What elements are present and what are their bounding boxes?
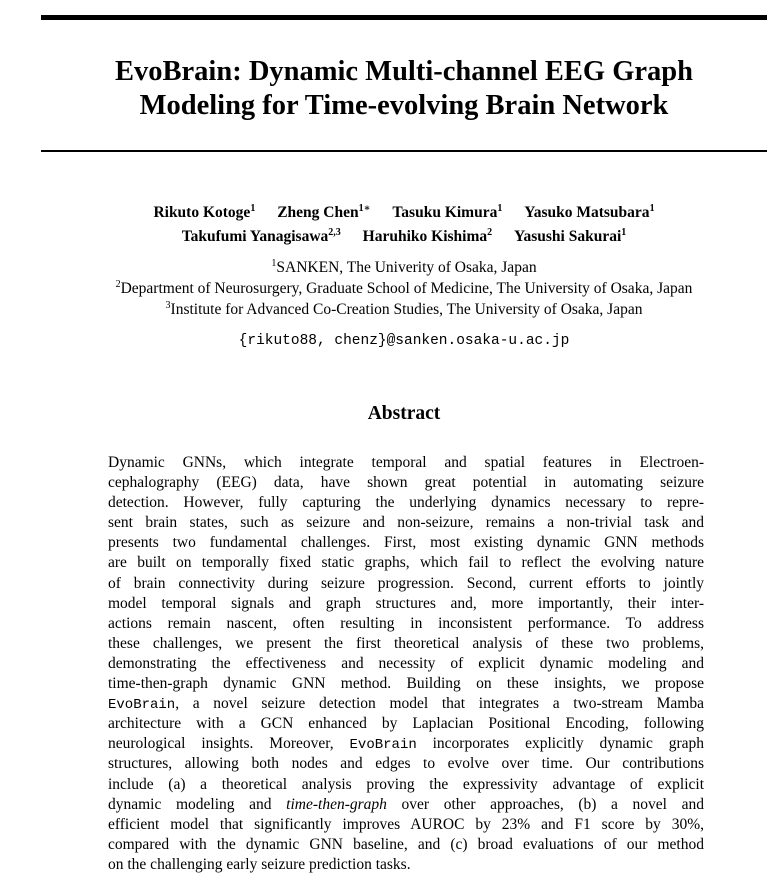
author: Tasuku Kimura$^1$ bbox=[392, 203, 503, 221]
author: Takufumi Yanagisawa$^{2,3}$ bbox=[181, 227, 341, 245]
author: Yasushi Sakurai$^1$ bbox=[514, 227, 627, 245]
author: Yasuko Matsubara$^1$ bbox=[524, 203, 655, 221]
abstract-line: these challenges, we present the first theoretical analysis of these two problems, bbox=[108, 634, 704, 652]
model-name-code: EvoBrain bbox=[349, 737, 417, 754]
title-line-2: Modeling for Time-evolving Brain Network bbox=[139, 90, 669, 121]
abstract-line: actions remain nascent, often resulting in inconsistent performance. To address bbox=[108, 614, 704, 632]
abstract-line: presents two fundamental challenges. First, most existing dynamic GNN methods bbox=[108, 534, 704, 552]
author-line-2 bbox=[41, 225, 767, 249]
affiliation: $^1$SANKEN, The Univerity of Osaka, Japan bbox=[271, 258, 537, 276]
abstract-line: demonstrating the effectiveness and necessity of explicit dynamic modeling and bbox=[108, 654, 704, 672]
paper-title bbox=[41, 55, 767, 123]
abstract-line: structures, allowing both nodes and edges to evolve over time. Our contributions bbox=[108, 755, 704, 773]
author-list bbox=[41, 201, 767, 249]
affiliation-list bbox=[41, 257, 767, 320]
abstract-line: on the challenging early seizure prediction tasks. bbox=[108, 855, 411, 873]
abstract-line: architecture with a GCN enhanced by Laplacian Positional Encoding, following bbox=[108, 715, 704, 733]
abstract-line: time-then-graph dynamic GNN method. Building on these insights, we propose bbox=[108, 675, 704, 693]
author-line-1 bbox=[41, 201, 767, 225]
abstract-body bbox=[108, 453, 704, 875]
model-name-code: EvoBrain bbox=[108, 697, 176, 714]
emphasis: time-then-graph bbox=[286, 795, 387, 813]
abstract-line: cephalography (EEG) data, have shown great potential in automating seizure bbox=[108, 474, 704, 492]
title-bottom-rule bbox=[41, 150, 767, 152]
affiliation: $^2$Department of Neurosurgery, Graduate School of Medicine, The University of Osaka, Japan bbox=[115, 279, 693, 297]
top-rule bbox=[41, 15, 767, 20]
abstract-line: EvoBrain, a novel seizure detection model that integrates a two-stream Mamba bbox=[108, 695, 704, 714]
abstract-line: Dynamic GNNs, which integrate temporal and spatial features in Electroen- bbox=[108, 454, 704, 471]
abstract-line: efficient model that significantly improves AUROC by 23% and F1 score by 30%, bbox=[108, 815, 704, 833]
abstract-line: compared with the dynamic GNN baseline, and (c) broad evaluations of our method bbox=[108, 835, 704, 853]
author: Zheng Chen$^{1∗}$ bbox=[277, 203, 371, 221]
author: Rikuto Kotoge$^1$ bbox=[153, 203, 256, 221]
abstract-line: of brain connectivity during seizure progression. Second, current efforts to jointly bbox=[108, 574, 704, 592]
abstract-line: sent brain states, such as seizure and non-seizure, remains a non-trivial task and bbox=[108, 514, 704, 532]
abstract-heading: Abstract bbox=[367, 403, 441, 424]
abstract-line: model temporal signals and graph structures and, more importantly, their inter- bbox=[108, 594, 704, 612]
abstract-line: include (a) a theoretical analysis proving the expressivity advantage of explicit bbox=[108, 775, 704, 793]
abstract-line: are built on temporally fixed static graphs, which fail to reflect the evolving nature bbox=[108, 554, 704, 572]
affiliation: $^3$Institute for Advanced Co-Creation Studies, The University of Osaka, Japan bbox=[165, 300, 643, 318]
abstract-line: dynamic modeling and time-then-graph over other approaches, (b) a novel and bbox=[108, 795, 704, 813]
author: Haruhiko Kishima$^2$ bbox=[362, 227, 493, 245]
abstract-line: detection. However, fully capturing the underlying dynamics necessary to repre- bbox=[108, 494, 704, 512]
abstract-line: neurological insights. Moreover, EvoBrain incorporates explicitly dynamic graph bbox=[108, 735, 704, 754]
email-address: {rikuto88, chenz}@sanken.osaka-u.ac.jp bbox=[238, 333, 570, 349]
title-line-1: EvoBrain: Dynamic Multi-channel EEG Graph bbox=[115, 56, 693, 87]
